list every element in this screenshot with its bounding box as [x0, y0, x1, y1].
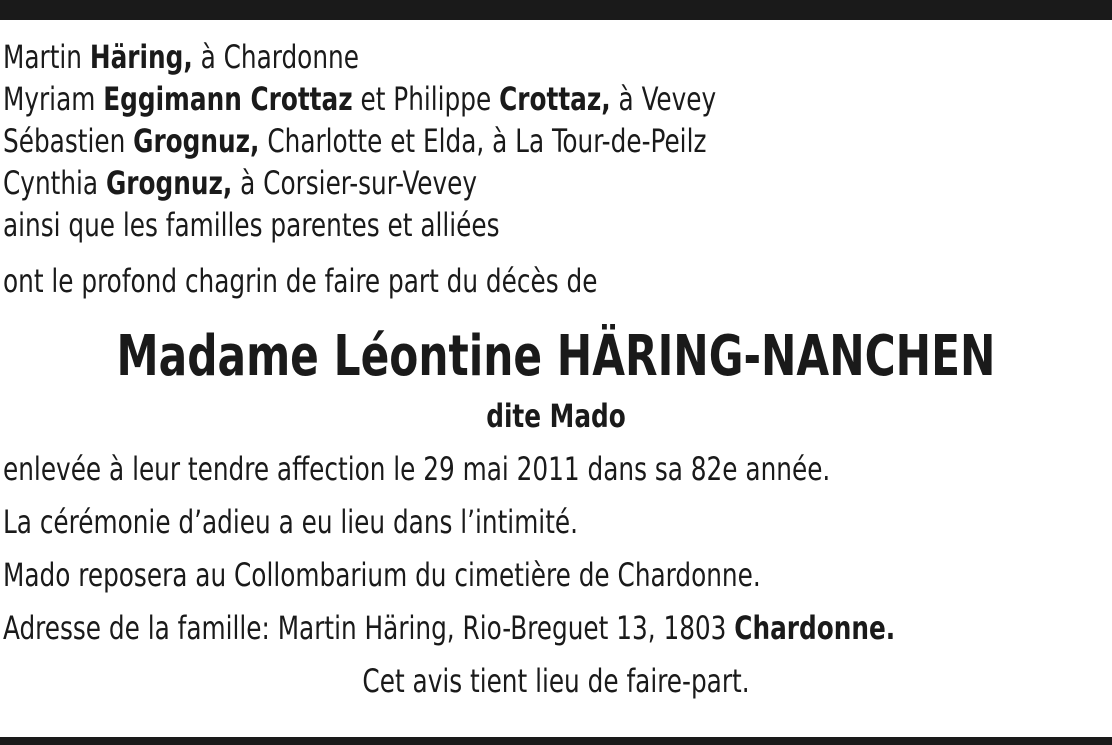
- family-line-2: [3, 78, 954, 120]
- last-name: Grognuz,: [133, 122, 260, 160]
- last-name: Eggimann Crottaz: [103, 80, 353, 118]
- last-name: Grognuz,: [105, 164, 233, 202]
- place: à Corsier-sur-Vevey: [232, 164, 478, 202]
- closing-line: Cet avis tient lieu de faire-part.: [362, 662, 750, 700]
- deceased-nickname: dite Mado: [486, 397, 626, 435]
- place: Charlotte et Elda, à La Tour-de-Peilz: [259, 122, 707, 160]
- first-name: Sébastien: [3, 122, 126, 160]
- family-line-4: [3, 162, 954, 204]
- address-line: [3, 607, 954, 649]
- ceremony-line: La cérémonie d’adieu a eu lieu dans l’intimité.: [3, 503, 578, 541]
- obituary-notice: [3, 36, 1109, 702]
- announcement-line: ont le profond chagrin de faire part du décès de: [3, 262, 598, 300]
- family-line-1: [3, 36, 954, 78]
- first-name: Cynthia: [3, 164, 99, 202]
- last-name: Häring,: [89, 38, 193, 76]
- last-name-2: Crottaz,: [499, 80, 611, 118]
- bottom-rule: [0, 737, 1112, 745]
- address-city: Chardonne.: [734, 609, 896, 647]
- resting-place-line: Mado reposera au Collombarium du cimetière de Chardonne.: [3, 556, 761, 594]
- connector: et Philippe: [352, 80, 500, 118]
- address-text: Adresse de la famille: Martin Häring, Rio-Breguet 13, 1803: [3, 609, 735, 647]
- top-rule: [0, 0, 1112, 20]
- place: à Chardonne: [192, 38, 359, 76]
- passing-line: enlevée à leur tendre affection le 29 mai 2011 dans sa 82e année.: [3, 450, 831, 488]
- deceased-name: Madame Léontine HÄRING-NANCHEN: [116, 324, 996, 389]
- first-name: Myriam: [3, 80, 96, 118]
- relatives-line: ainsi que les familles parentes et alliées: [3, 206, 500, 244]
- first-name: Martin: [3, 38, 82, 76]
- family-line-3: [3, 120, 954, 162]
- place: à Vevey: [610, 80, 717, 118]
